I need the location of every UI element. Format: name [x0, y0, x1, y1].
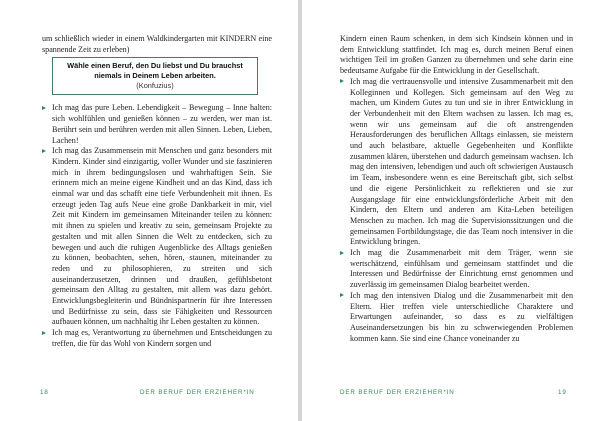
list-item-text: Ich mag das pure Leben. Lebendigkeit – Bewegung – Inne halten: sich wohlfühlen und genießen können – zu werden, wer man ist. Berührt sein und berühren werden mit allen Sinnen. Leben, Lieben, Lachen! — [52, 103, 272, 145]
triangle-bullet-icon — [42, 331, 46, 335]
list-item — [340, 77, 573, 248]
right-bullet-list — [340, 77, 573, 345]
list-item-text: Ich mag es, Verantwortung zu übernehmen und Entscheidungen zu treffen, die für das Wohl von Kindern sorgen und — [52, 328, 272, 348]
intro-paragraph: um schließlich wieder in einem Waldkindergarten mit KINDERN eine spannende Zeit zu erleben) — [42, 34, 272, 54]
right-page-content — [340, 34, 573, 344]
list-item-text: Ich mag die Zusammenarbeit mit dem Träger, wenn sie wertschätzend, einfühlsam und gemeinsam stattfindet und die Interessen und Bedürfnisse der Einrichtung ernst genommen und zuverlässig im gemeinsamen Dialog bearbeitet werden. — [350, 248, 573, 290]
right-page — [302, 0, 600, 421]
quote-text: Wähle einen Beruf, den Du liebst und Du brauchst niemals in Deinem Leben arbeiten. — [67, 61, 243, 81]
list-item — [42, 103, 272, 146]
quote-box — [52, 57, 258, 95]
list-item — [340, 248, 573, 291]
triangle-bullet-icon — [42, 149, 46, 153]
list-item — [340, 291, 573, 345]
list-item-text: Ich mag die vertrauensvolle und intensive Zusammenarbeit mit den Kolleginnen und Kollegen. Sich gemeinsam auf den Weg zu machen, um Kindern Gutes zu tun und sie in ihrer Entwicklung in der Verbundenheit mit den Eltern wachsen zu lassen. Ich mag es, wenn wir uns gemeinsam auf die oft anstrengenden Herausforderungen des beruflichen Alltags einlassen, sie meistern und auch belastbare, aktuelle Gegebenheiten und Konflikte zusammen klären, überstehen und dadurch gemeinsam wachsen. Ich mag den intensiven, lebendigen und auch oft schwierigen Austausch im Team, insbesondere wenn es eine Bereitschaft gibt, sich selbst und die eigene Persönlichkeit zu reflektieren und sie zur Ausgangslage für eine entwicklungsförderliche Arbeit mit den Kindern, den Eltern und anderen am Kita-Leben beteiligen Menschen zu machen. Ich mag die Supervisionssitzungen und die gemeinsamen Fortbildungstage, die das Team noch intensiver in die Entwicklung bringen. — [350, 76, 573, 247]
list-item-text: Ich mag den intensiven Dialog und die Zusammenarbeit mit den Eltern. Hier treffen viele unterschiedliche Charaktere und Erwartungen aufeinander, so dass es zu vielfältigen Auseinandersetzungen bis hin zu schwerwiegenden Problemen kommen kann. Sie sind eine Chance voneinander zu — [350, 290, 573, 343]
running-footer-title: DER BERUF DER ERZIEHER*IN — [140, 389, 255, 396]
left-page — [0, 0, 298, 421]
triangle-bullet-icon — [42, 106, 46, 110]
list-item — [42, 146, 272, 328]
triangle-bullet-icon — [340, 251, 344, 255]
list-item — [42, 328, 272, 349]
list-item-text: Ich mag das Zusammensein mit Menschen und ganz besonders mit Kindern. Kinder sind einzigartig, voller Wunder und sie faszinieren mich in ihrem bedingungslosen und wahrhaftigen Sein. Sie erinnern mich an meine eigene Kindheit und an das Kind, dass ich einmal war und das schafft eine tiefe Verbundenheit mit ihnen. Es erzeugt jeden Tag aufs Neue eine große Dankbarkeit in mir, viel Zeit mit Kindern im gemeinsamen Miteinander teilen zu können: mit ihnen zu spielen und kreativ zu sein, gemeinsam Projekte zu gestalten und mit allen Sinnen die Welt zu entdecken, sich zu bewegen und auch die ruhigen Augenblicke des Alltags genießen zu können, beobachten, sehen, hören, staunen, miteinander zu reden und zu philosophieren, zu streiten und sich auseinanderzusetzen, drinnen und draußen, gefühlsbetont gemeinsam den Alltag zu gestalten, mit allem was dazu gehört. Entwicklungsbegleiterin und Bündnispartnerin für ihre Interessen und Bedürfnisse zu sein, dass sie Fähigkeiten und Ressourcen aufbauen können, um nachhaltig ihr Leben gestalten zu können. — [52, 146, 272, 327]
running-footer-title: DER BERUF DER ERZIEHER*IN — [340, 389, 455, 396]
page-number: 19 — [558, 389, 567, 396]
quote-author: (Konfuzius) — [136, 81, 174, 91]
continuation-paragraph: Kindern einen Raum schenken, in dem sich Kindsein können und in dem Entwicklung stattfindet. Ich mag es, durch meinen Beruf einen wichtigen Teil im großen Ganzen zu übernehmen und sehe darin eine bedeutsame Aufgabe für die Entwicklung in der Gesellschaft. — [340, 34, 573, 76]
triangle-bullet-icon — [340, 79, 344, 83]
triangle-bullet-icon — [340, 293, 344, 297]
left-page-content — [42, 34, 272, 350]
left-bullet-list — [42, 103, 272, 349]
page-number: 18 — [40, 389, 49, 396]
